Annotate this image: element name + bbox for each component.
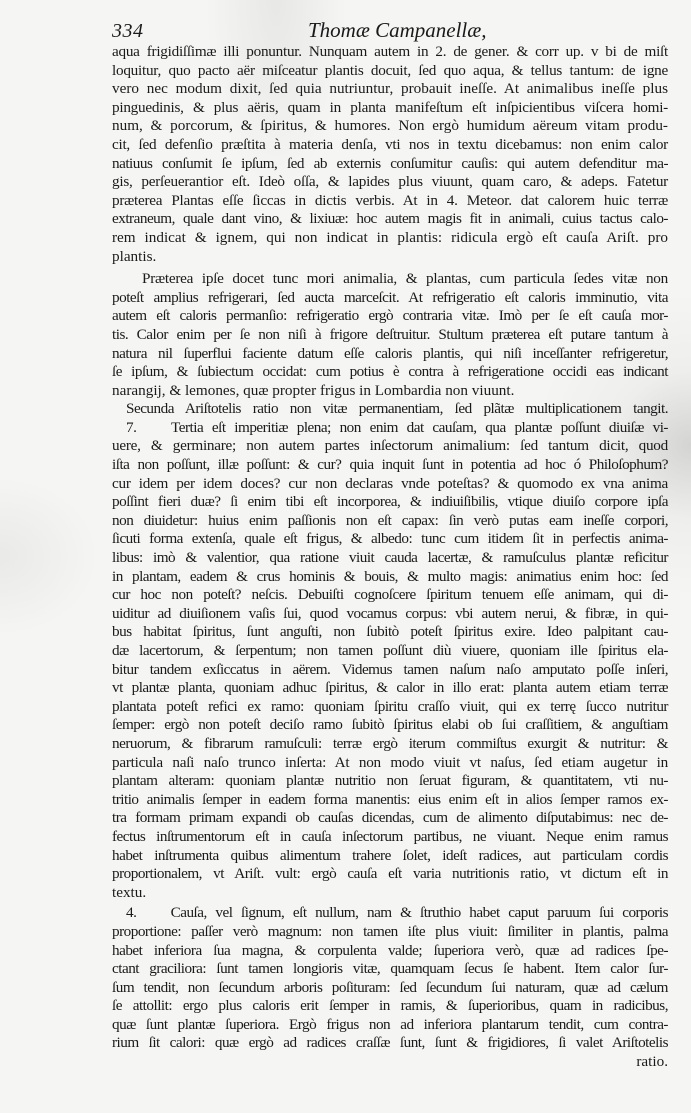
text-line: plantam alteram: quoniam plantæ nutritio non ſeruat figuram, & quantitatem, vti nu- bbox=[112, 772, 668, 790]
text-line: loquitur, quo pacto aër miſceatur plantis docuit, ſed quo aqua, & tellus tantum: de igne bbox=[112, 61, 668, 79]
text-line: habet inferiora ſua magna, & corpulenta valde; ſuperiora verò, quæ ad radices ſpe- bbox=[112, 941, 668, 959]
text-line: natiuus conſumit ſe ipſum, ſed ab externis conſumitur cauſis: qui autem defenditur ma- bbox=[112, 154, 668, 172]
text-line: vt plantæ planta, quoniam adhuc ſpiritus, & calor in illo erat: planta autem etiam terræ bbox=[112, 679, 668, 697]
text-line: ratio. bbox=[636, 1053, 668, 1071]
text-line: ſum tendit, non ſecundum arboris poſituram: ſed ſecundum ſui naturam, quæ ad cælum bbox=[112, 978, 668, 996]
text-line: extraneum, quale dant vino, & lixiuæ: hoc autem magis fit in animali, cuius tactus calo- bbox=[112, 210, 668, 228]
text-line: plantata poteſt refici ex ramo: quoniam ſpiritu craſſo viuit, qui ex terrę ſucco nutritur bbox=[112, 697, 668, 715]
paragraph-start-line: 4. Cauſa, vel ſignum, eſt nullum, nam & ſtruthio habet caput paruum ſui corporis bbox=[126, 904, 668, 922]
text-line: narangij, & lemones, quæ propter frigus in Lombardia non viuunt. bbox=[112, 381, 515, 399]
paragraph-start-line: Præterea ipſe docet tunc mori animalia, & plantas, cum particula ſedes vitæ non bbox=[142, 270, 668, 288]
text-line: rem indicat & ignem, qui non indicat in plantis: ridicula ergò eſt cauſa Ariſt. pro bbox=[112, 228, 668, 246]
paragraph-start-line: Secunda Ariſtotelis ratio non vitæ permanentiam, ſed plãtæ multiplicationem tangit. bbox=[126, 400, 668, 418]
page-header bbox=[112, 20, 667, 44]
text-line: proportionalem, vt Ariſt. vult: ergò cauſa eſt varia nutritionis ratio, vt dictum eſt in bbox=[112, 865, 668, 883]
text-line: libus: imò & valentior, qua ratione viuit cauda lacertæ, & ramuſculus plantæ reficitur bbox=[112, 549, 668, 567]
text-line: cur idem per idem doces? cur non declaras vnde poteſtas? & quomodo ex vna anima bbox=[112, 474, 668, 492]
text-line: cit, ſed defenſio præſtita à materia denſa, vti nos in textu dicebamus: non enim calor bbox=[112, 135, 668, 153]
text-line: habet inſtrumenta quibus alimentum trahere ſolet, ideſt radices, aut particulam cordis bbox=[112, 846, 668, 864]
text-line: uiditur ad diuiſionem vaſis ſui, quod vocamus corpus: vbi autem nerui, & fibræ, in qui- bbox=[112, 604, 668, 622]
text-line: plantis. bbox=[112, 247, 157, 265]
text-line: autem eſt caloris permanſio: refrigeratio ergò contraria vitæ. Imò per ſe eſt cauſa mor- bbox=[112, 307, 668, 325]
text-line: neruorum, & fibrarum ramuſculi: terræ ergò iterum commiſtus exurgit & nutritur: & bbox=[112, 734, 668, 752]
text-line: rium ſit calori: quæ ergò ad radices craſſæ ſunt, ſunt & frigidiores, ſi valet Ariſtotelis bbox=[112, 1034, 668, 1052]
text-line: bus habitat ſpiritus, ſunt anguſti, non ſubitò poteſt ſpiritus exire. Ideo palpitant cau- bbox=[112, 623, 668, 641]
text-line: particula naſi naſo trunco inſerta: At non modo viuit vt naſus, ſed etiam augetur in bbox=[112, 753, 668, 771]
text-line: fectus inſtrumentorum eſt in cauſa inſectorum partibus, ne viuant. Neque enim ramus bbox=[112, 827, 668, 845]
running-head: Thomæ Campanellæ, bbox=[308, 18, 487, 42]
text-line: pinguedinis, & plus aëris, quam in planta manifeſtum eſt inſpicientibus viſcera homi- bbox=[112, 98, 668, 116]
text-line: ſicuti forma extenſa, quale eſt frigus, & albedo: tunc cum itidem ſit in perfectis anima- bbox=[112, 530, 668, 548]
text-line: tra formam primam expandi ob cauſas dicendas, cum de alimento diſputabimus: nec de- bbox=[112, 809, 668, 827]
text-line: gis, perſeuerantior eſt. Ideò oſſa, & lapides plus viuunt, quam caro, & adeps. Fatetur bbox=[112, 173, 668, 191]
text-line: ſe attollit: ergo plus caloris erit ſemper in ramis, & ſuperioribus, quam in radicibus, bbox=[112, 997, 668, 1015]
text-line: bitur tandem exſiccatus in aërem. Videmus tamen naſum naſo amputato poſſe inſeri, bbox=[112, 660, 668, 678]
text-line: aqua frigidiſſimæ illi ponuntur. Nunquam autem in 2. de gener. & corr up. v bi de miſt bbox=[112, 43, 668, 60]
text-line: in plantam, eadem & crus hominis & bouis, & multo magis: animatius enim hoc: ſed bbox=[112, 567, 668, 585]
text-line: non diuidetur: huius enim paſſionis non eſt capax: ſin verò putas eam ineſſe corpori, bbox=[112, 511, 668, 529]
text-line: vero nec modum dixit, ſed quia nutriuntur, probauit ineſſe. At animalibus ineſſe plus bbox=[112, 80, 668, 98]
text-line: ſe ipſum, & ſubiectum occidat: cum potius è contra à refrigeratione occidi eas indicant bbox=[112, 363, 668, 381]
text-line: dæ lacertorum, & ſerpentum; non tamen poſſunt diù viuere, quoniam ille ſpiritus ela- bbox=[112, 642, 668, 659]
text-line: num, & porcorum, & ſpiritus, & humores. Non ergò humidum aëreum vitam produ- bbox=[112, 117, 668, 135]
text-line: textu. bbox=[112, 883, 147, 901]
paragraph-start-line: 7. Tertia eſt imperitiæ plena; non enim dat cauſam, qua plantæ poſſunt diuiſæ vi- bbox=[126, 418, 668, 436]
body-text bbox=[112, 43, 668, 1072]
text-line: tritio animalis ſemper in eadem forma manentis: eius enim eſt in alios ſemper ramos ex- bbox=[112, 790, 668, 808]
text-line: natura nil ſuperflui faciente datum eſſe caloris plantis, qui niſi inceſſanter refrigeretur, bbox=[112, 344, 668, 362]
text-line: præterea Plantas eſſe ſiccas in dictis verbis. At in 4. Meteor. dat calorem huic terræ bbox=[112, 191, 668, 209]
text-line: poteſt amplius refrigerari, ſed aucta marceſcit. At refrigeratio eſt caloris imminutio, vita bbox=[112, 288, 668, 306]
text-line: uere, & germinare; non autem partes inſectorum animalium: ſed tantum dicit, quod bbox=[112, 437, 668, 455]
text-line: tis. Calor enim per ſe non niſi à frigore deſtruitur. Stultum præterea eſt putare tantum à bbox=[112, 325, 668, 343]
page-number: 334 bbox=[112, 20, 144, 42]
text-line: quæ ſunt plantæ ſuperiora. Ergò frigus non ad inferiora plantarum tendit, cum contra- bbox=[112, 1015, 668, 1033]
text-line: proportione: paſſer verò magnum: non tamen iſte plus viuit: ſimiliter in plantis, palma bbox=[112, 922, 668, 940]
text-line: ſemper: ergò non poteſt deciſo ramo ſubitò ſpiritus elabi ob ſui craſſitiem, & anguſtiam bbox=[112, 716, 668, 734]
text-line: cur hoc non poteſt? neſcis. Debuiſti cognoſcere ſpiritum tenuem eſſe animam, qui di- bbox=[112, 586, 668, 604]
text-line: iſta non poſſunt, illæ poſſunt: & cur? quia inquit ſunt in potentia ad hoc ó Philoſophum? bbox=[112, 456, 668, 474]
text-line: poſſint fieri duæ? ſi enim tibi eſt incorporea, & indiuiſibilis, vtique diuiſo corpore ipſa bbox=[112, 493, 668, 511]
text-line: ctant graciliora: ſunt tamen longioris vitæ, quamquam ſecus ſe habent. Item calor ſur- bbox=[112, 960, 668, 978]
